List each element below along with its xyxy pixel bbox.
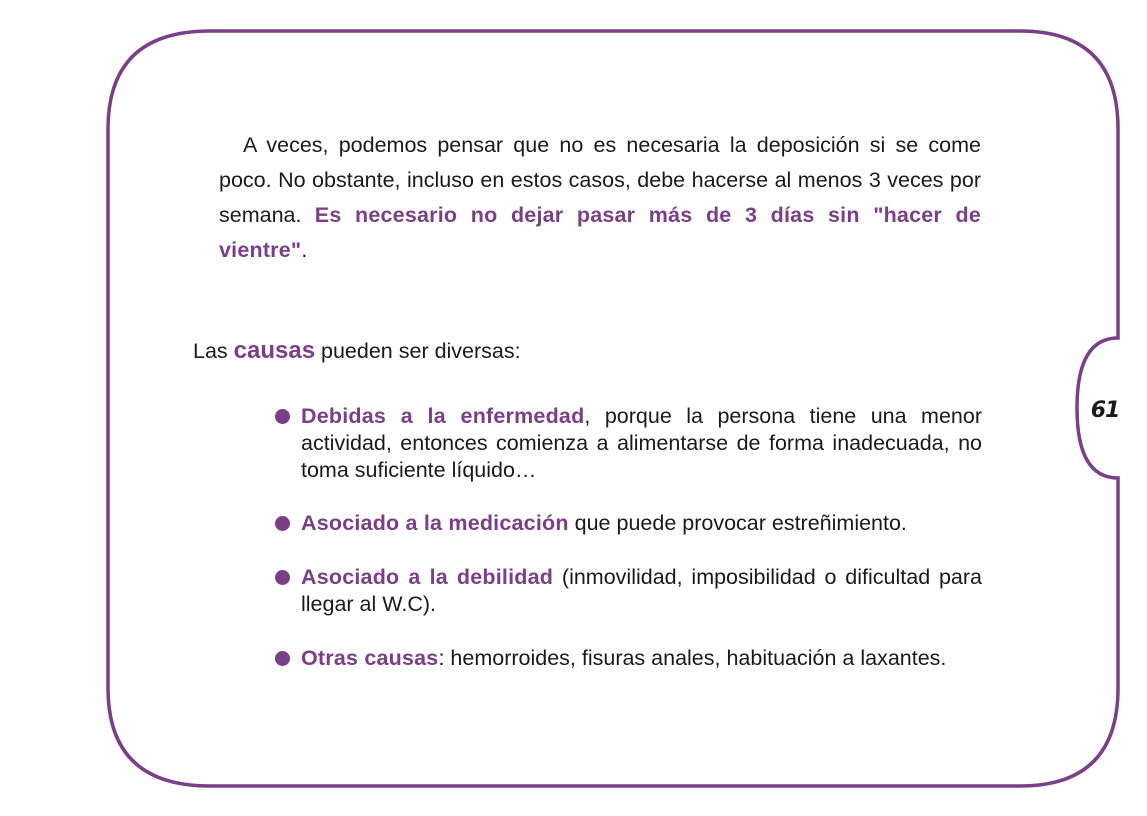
cause-title: Otras causas bbox=[301, 646, 439, 670]
cause-title: Asociado a la debilidad bbox=[301, 565, 554, 589]
intro-text: A veces, podemos pensar que no es necesaria la deposición si se come poco. No obstante, incluso en estos casos, debe hacerse al menos 3 veces por semana. bbox=[219, 133, 981, 227]
intro-highlight: Es necesario no dejar pasar más de 3 días sin "hacer de vientre" bbox=[219, 203, 981, 262]
causes-keyword: causas bbox=[233, 337, 316, 364]
list-item bbox=[272, 403, 982, 484]
bullet-icon bbox=[275, 570, 290, 585]
cause-title: Debidas a la enfermedad bbox=[301, 404, 585, 428]
intro-paragraph bbox=[219, 128, 981, 268]
cause-title: Asociado a la medicación bbox=[301, 511, 569, 535]
causes-lead: Las bbox=[193, 339, 234, 363]
cause-text: , porque la persona tiene una menor actividad, entonces comienza a alimentarse de forma inadecuada, no toma suficiente líquido… bbox=[301, 404, 982, 482]
causes-list bbox=[272, 403, 982, 672]
cause-text: que puede provocar estreñimiento. bbox=[568, 511, 907, 535]
bullet-icon bbox=[275, 516, 290, 531]
list-item bbox=[272, 645, 982, 672]
cause-text: (inmovilidad, imposibilidad o dificultad para llegar al W.C). bbox=[301, 565, 983, 616]
cause-text: : hemorroides, fisuras anales, habituación a laxantes. bbox=[438, 646, 947, 670]
causes-heading bbox=[193, 337, 521, 365]
page-number: 61 bbox=[1090, 398, 1120, 423]
intro-end: . bbox=[301, 238, 308, 262]
bullet-icon bbox=[275, 409, 290, 424]
list-item bbox=[272, 510, 982, 537]
causes-rest: pueden ser diversas: bbox=[315, 339, 521, 363]
list-item bbox=[272, 564, 982, 618]
bullet-icon bbox=[275, 651, 290, 666]
